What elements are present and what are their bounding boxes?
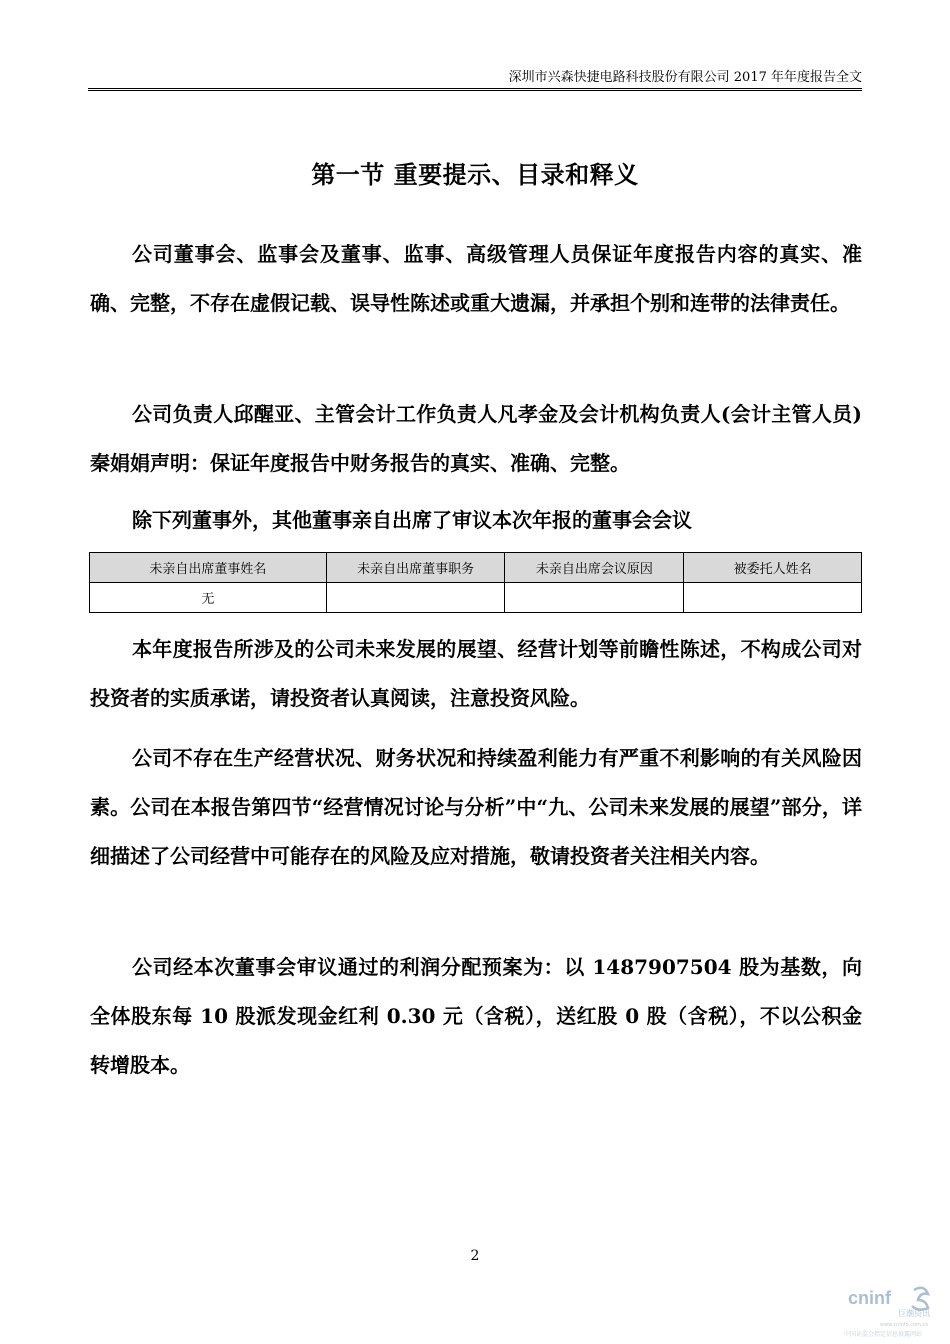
table-row (90, 583, 862, 613)
financial-officers-statement: 公司负责人邱醒亚、主管会计工作负责人凡孝金及会计机构负责人(会计主管人员)秦娟娟声明：保证年度报告中财务报告的真实、准确、完整。 (90, 402, 862, 475)
section-title: 第一节 重要提示、目录和释义 (311, 160, 639, 189)
cell-proxy-name (684, 583, 862, 613)
cell-absence-reason (505, 583, 684, 613)
table-header-row (90, 553, 862, 583)
running-header (88, 66, 862, 89)
cninfo-logo-icon (842, 1280, 942, 1340)
header-rule (88, 90, 862, 91)
board-attendance-statement: 除下列董事外，其他董事亲自出席了审议本次年报的董事会会议 (132, 508, 692, 532)
page-number: 2 (470, 1248, 480, 1264)
header-text: 深圳市兴森快捷电路科技股份有限公司 2017 年年度报告全文 (508, 70, 862, 85)
svg-text:www.cninfo.com.cn: www.cninfo.com.cn (880, 1322, 929, 1328)
risk-factor-statement: 公司不存在生产经营状况、财务状况和持续盈利能力有严重不利影响的有关风险因素。公司在本报告第四节“经营情况讨论与分析”中“九、公司未来发展的展望”部分，详细描述了公司经营中可能存在的风险及应对措施，敬请投资者关注相关内容。 (90, 746, 862, 868)
profit-distribution-plan: 公司经本次董事会审议通过的利润分配预案为：以 1487907504 股为基数，向全体股东每 10 股派发现金红利 0.30 元（含税），送红股 0 股（含税），不以公积金转增股本。 (90, 955, 862, 1077)
svg-text:cninf: cninf (848, 1288, 891, 1308)
svg-text:巨潮资讯: 巨潮资讯 (898, 1309, 930, 1318)
forward-looking-disclaimer: 本年度报告所涉及的公司未来发展的展望、经营计划等前瞻性陈述，不构成公司对投资者的实质承诺，请投资者认真阅读，注意投资风险。 (90, 637, 862, 710)
svg-text:中国证监会指定信息披露网站: 中国证监会指定信息披露网站 (844, 1331, 923, 1338)
cell-director-name: 无 (90, 583, 327, 613)
absent-directors-table (89, 552, 862, 613)
cell-director-title (326, 583, 505, 613)
responsibility-statement: 公司董事会、监事会及董事、监事、高级管理人员保证年度报告内容的真实、准确、完整，不存在虚假记载、误导性陈述或重大遗漏，并承担个别和连带的法律责任。 (90, 242, 862, 315)
col-absent-director-name: 未亲自出席董事姓名 (90, 553, 327, 583)
col-absent-director-title: 未亲自出席董事职务 (326, 553, 505, 583)
col-proxy-name: 被委托人姓名 (684, 553, 862, 583)
col-absence-reason: 未亲自出席会议原因 (505, 553, 684, 583)
